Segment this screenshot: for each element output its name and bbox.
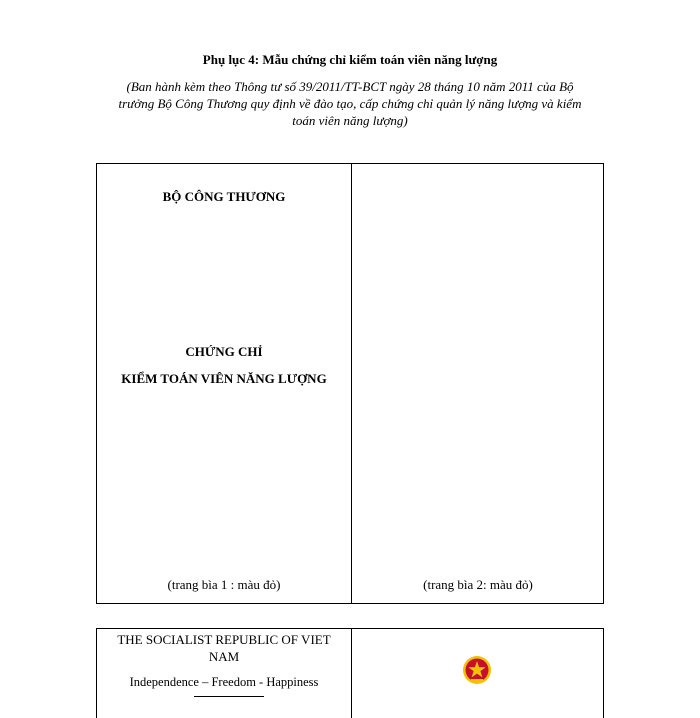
certificate-cover-box [96, 163, 604, 604]
document-title: Phụ lục 4: Mẫu chứng chỉ kiểm toán viên năng lượng [202, 52, 498, 67]
ministry-name: BỘ CÔNG THƯƠNG [162, 189, 286, 204]
motto-underline [194, 696, 264, 697]
republic-name: THE SOCIALIST REPUBLIC OF VIET NAM [117, 632, 331, 664]
cover-page-1-note: (trang bìa 1 : màu đỏ) [167, 577, 281, 592]
certificate-inner-box [96, 628, 604, 718]
certificate-title: CHỨNG CHỈ [185, 344, 263, 359]
inner-divider [351, 629, 352, 718]
national-emblem-icon [462, 655, 492, 685]
cover-page-2-note: (trang bìa 2: màu đỏ) [423, 577, 533, 592]
certificate-subtitle: KIỂM TOÁN VIÊN NĂNG LƯỢNG [121, 371, 327, 386]
document-subtitle: (Ban hành kèm theo Thông tư số 39/2011/TT-BCT ngày 28 tháng 10 năm 2011 của Bộ trưởng Bộ Công Thương quy định về đào tạo, cấp chứng chỉ quản lý năng lượng và kiểm toán viên năng lượng) [118, 79, 582, 128]
cover-divider [351, 164, 352, 603]
national-motto: Independence – Freedom - Happiness [129, 675, 319, 689]
